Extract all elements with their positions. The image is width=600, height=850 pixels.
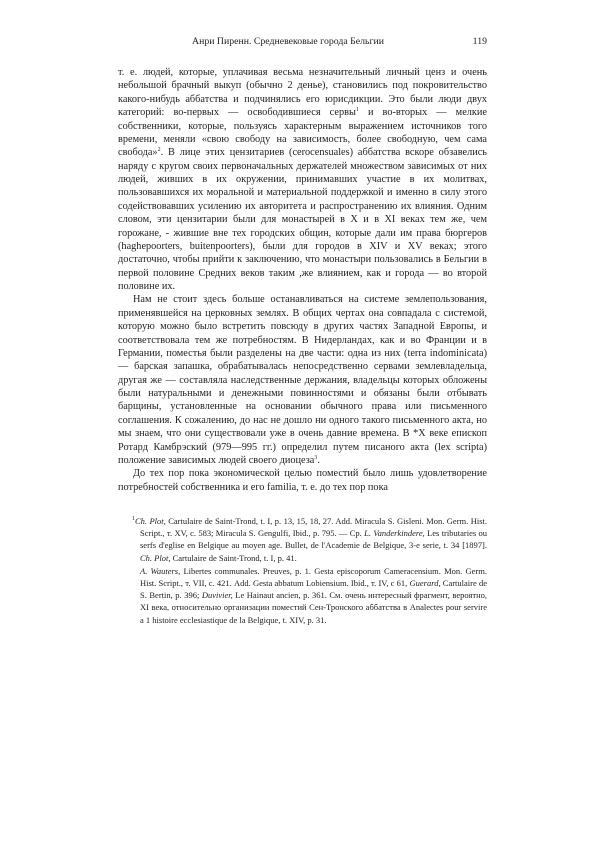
footnote-1-mark: 1 — [132, 516, 135, 522]
footnote-2-author-3: Duvivier, — [201, 590, 233, 601]
page-number: 119 — [472, 36, 487, 47]
paragraph-1-text-a: т. е. людей, которые, уплачивая весьма незначительный личный ценз и очень небольшой брачный выкуп (обычно 2 денье), становились под покровительство какого-нибудь аббатства и подчинялись его юрисдикции. Это были люди двух категорий: во-первых — освободившиеся сервы — [118, 67, 487, 119]
footnote-2-text-2: Cartulaire de S. Bertin, p. 396; — [140, 578, 487, 601]
paragraph-1-text-c: . В лице этих цензитариев (cerocensuales) аббатства вскоре обзавелись наряду с кругом своих первоначальных держателей множеством зависимых от них людей, живших в их окружении, принимавших участие в их молитвах, пользовавшихся их моральной и материальной поддержкой и именно в силу этого содействовавших усилению их авторитета и распространению их влияния. Одним словом, эти цензитарии были для монастырей в X и в XI веках тем же, чем горожане, - жившие вне тех городских общин, которые дали им права бюргеров (haghepoorters, buitenpoorters), были для городов в XIV и XV веках; этого достаточно, чтобы прийти к заключению, что монастыри пользовались в Бельгии в первой половине Средних веков таким ,же влиянием, как и города — во второй половине их. — [118, 147, 487, 292]
paragraph-1-text-b: и во-вторых — мелкие собственники, которые, пользуясь характерным выражением источников того времени, меняли «свою свободу на зависимость, более свободную, чем сама свобода» — [118, 107, 487, 159]
main-text — [118, 66, 487, 494]
footnote-1-author-2: L. Vanderkindere, — [364, 528, 425, 539]
running-header — [118, 36, 487, 50]
paragraph-1 — [118, 66, 487, 293]
footnote-ref-3: 3 — [314, 454, 318, 461]
footnote-ref-2: 2 — [157, 147, 161, 154]
paragraph-2-text-a: Нам не стоит здесь больше останавливаться на системе землепользования, применявшейся на церковных землях. В общих чертах она совпадала с системой, которую можно было встретить повсюду в других частях Западной Европы, и соответствовала тем же потребностям. В Нидерландах, как и во Франции и в Германии, поместья были разделены на две части: одна из них (terra indominicata) — барская запашка, обрабатывалась непосредственно сервами землевладельца, другая же — составляла наследственные держания, владельцы которых обложены были натуральными и денежными повинностями и обязаны были отбывать барщины, установленные на основании обычного права или письменного соглашения. К сожалению, до нас не дошло ни одного такого письменного акта, но мы знаем, что они существовали уже в очень давние времена. В *X веке епископ Ротард Камбрэский (979—995 гг.) определил путем писаного акта (lex scripta) положение зависимых людей своего диоцеза — [118, 294, 487, 466]
paragraph-2-text-b: . — [317, 454, 320, 466]
footnote-2-text-3: Le Hainaut ancien, p. 361. См. очень интересный фрагмент, вероятно, XI века, относительно организации поместий Сен-Тронского аббатства в Analectes pour servire a 1 histoire ecclesiastique de la Belgique, t. XIV, p. 31. — [140, 590, 487, 625]
footnotes — [132, 515, 487, 626]
footnote-1 — [132, 515, 487, 564]
footnote-1-text-3: Cartulaire de Saint-Trond, t. I, p. 41. — [170, 552, 297, 563]
footnote-2 — [140, 565, 487, 626]
paragraph-2 — [118, 293, 487, 467]
footnote-2-author-2: Guerard, — [409, 578, 441, 589]
footnote-1-text-2: Les tributaries ou serfs d'eglise en Belgique au moyen age. Bullet, de l'Academie de Belgique, 3-e serie, t. 34 [1897]. — [140, 528, 487, 551]
footnote-1-author-1: Ch. Plot, — [135, 516, 166, 526]
footnote-1-author-3: Ch. Plot, — [140, 552, 171, 563]
footnote-2-author-1: A. Wauters, — [140, 565, 181, 576]
footnote-ref-1: 1 — [355, 107, 359, 114]
footnote-1-text-1: Cartulaire de Saint-Trond, t. I, p. 13, 15, 18, 27. Add. Miracula S. Gisleni. Mon. Germ. Hist. Script., т. XV, с. 583; Miracula S. Gengulfi, Ibid., p. 795. — Ср. — [140, 516, 487, 539]
paragraph-3: До тех пор пока экономической целью поместий было лишь удовлетворение потребностей собственника и его familia, т. е. до тех пор пока — [118, 468, 487, 493]
running-title: Анри Пиренн. Средневековые города Бельгии — [192, 36, 384, 47]
footnote-2-text-1: Libertes communales. Preuves, p. 1. Gesta episcoporum Cameracensium. Mon. Germ. Hist. Script., т. VII, с. 421. Add. Gesta abbatum Lobiensium. Ibid., т. IV, с 61, — [140, 565, 487, 589]
